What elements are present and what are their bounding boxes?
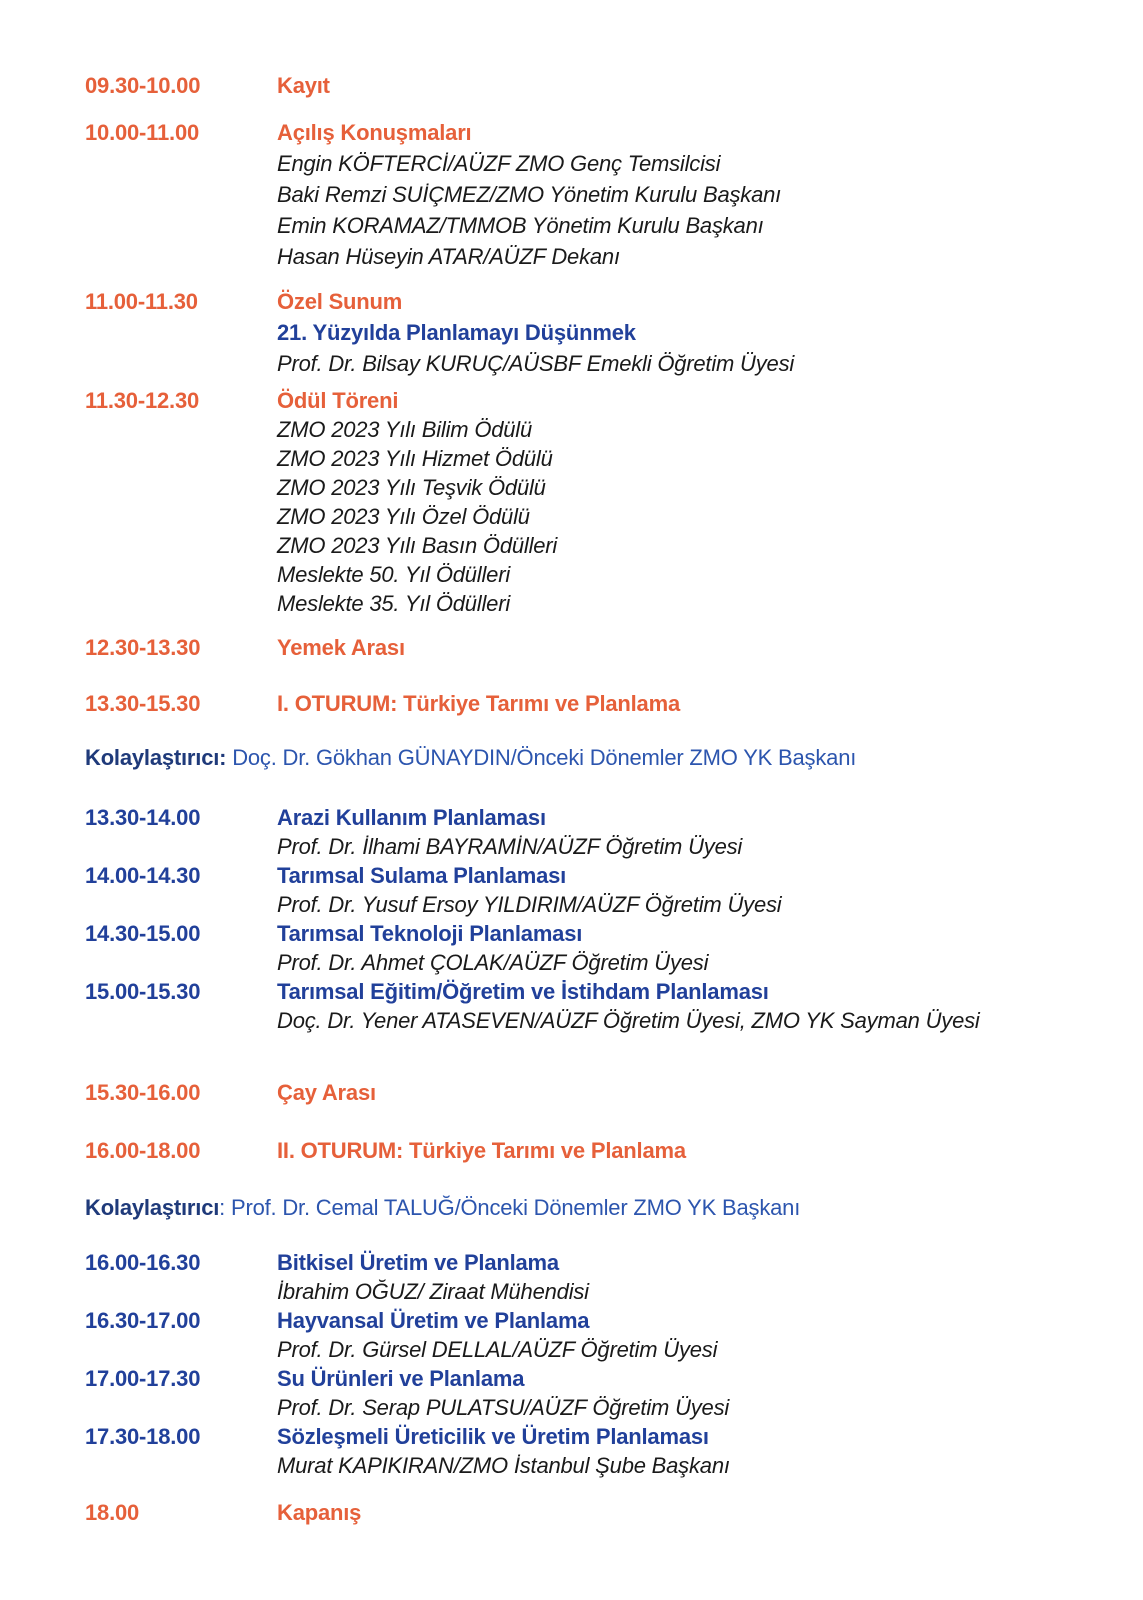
empty-time-cell <box>85 832 277 861</box>
speaker-line: Engin KÖFTERCİ/AÜZF ZMO Genç Temsilcisi <box>277 151 721 176</box>
session-title: Su Ürünleri ve Planlama <box>277 1366 525 1391</box>
session-title: Hayvansal Üretim ve Planlama <box>277 1308 590 1333</box>
session-time: 16.00-16.30 <box>85 1250 201 1275</box>
session-speaker: İbrahim OĞUZ/ Ziraat Mühendisi <box>277 1279 589 1304</box>
award-item: ZMO 2023 Yılı Özel Ödülü <box>277 504 530 529</box>
schedule-row-yemek <box>85 632 1103 663</box>
schedule-row-oturum1 <box>85 688 1103 719</box>
empty-time-cell <box>85 890 277 919</box>
facilitator-label: Kolaylaştırıcı <box>85 1195 220 1220</box>
session-row <box>85 1306 1103 1335</box>
session-speaker-row <box>85 890 1103 919</box>
time-cell: 15.30-16.00 <box>85 1080 201 1105</box>
schedule-row-kapanis <box>85 1497 1103 1528</box>
session-speaker: Prof. Dr. Serap PULATSU/AÜZF Öğretim Üyesi <box>277 1395 730 1420</box>
session-row <box>85 1422 1103 1451</box>
speaker-list-acilis <box>85 148 1103 272</box>
time-cell: 16.00-18.00 <box>85 1138 201 1163</box>
session-speaker-row <box>85 1277 1103 1306</box>
facilitator-line-1 <box>85 742 1103 773</box>
award-item: Meslekte 35. Yıl Ödülleri <box>277 591 511 616</box>
session-time: 16.30-17.00 <box>85 1308 201 1333</box>
empty-time-cell <box>85 1451 277 1480</box>
event-title: Yemek Arası <box>277 635 405 660</box>
session-time: 14.30-15.00 <box>85 921 201 946</box>
session-time: 13.30-14.00 <box>85 805 201 830</box>
facilitator-name: : Prof. Dr. Cemal TALUĞ/Önceki Dönemler ZMO YK Başkanı <box>219 1195 801 1220</box>
event-title: Kapanış <box>277 1500 362 1525</box>
speaker-line: Hasan Hüseyin ATAR/AÜZF Dekanı <box>277 244 620 269</box>
facilitator-name: Doç. Dr. Gökhan GÜNAYDIN/Önceki Dönemler ZMO YK Başkanı <box>226 745 857 770</box>
award-list <box>85 415 1103 618</box>
session-title: Arazi Kullanım Planlaması <box>277 805 546 830</box>
session-time: 17.00-17.30 <box>85 1366 201 1391</box>
session-speaker: Prof. Dr. Gürsel DELLAL/AÜZF Öğretim Üyesi <box>277 1337 718 1362</box>
session-speaker: Murat KAPIKIRAN/ZMO İstanbul Şube Başkanı <box>277 1453 730 1478</box>
time-cell: 12.30-13.30 <box>85 635 201 660</box>
facilitator-label: Kolaylaştırıcı: <box>85 745 227 770</box>
session-speaker-row <box>85 1393 1103 1422</box>
event-title: Ödül Töreni <box>277 388 399 413</box>
time-cell: 09.30-10.00 <box>85 73 201 98</box>
award-item: ZMO 2023 Yılı Basın Ödülleri <box>277 533 558 558</box>
ozel-sunum-details <box>85 317 1103 379</box>
schedule-row-cay <box>85 1077 1103 1108</box>
presentation-title: 21. Yüzyılda Planlamayı Düşünmek <box>277 320 636 345</box>
speaker-line: Emin KORAMAZ/TMMOB Yönetim Kurulu Başkanı <box>277 213 764 238</box>
session-title: Tarımsal Eğitim/Öğretim ve İstihdam Planlaması <box>277 979 769 1004</box>
session-speaker-row <box>85 1451 1103 1480</box>
event-title: Kayıt <box>277 73 330 98</box>
award-item: ZMO 2023 Yılı Teşvik Ödülü <box>277 475 546 500</box>
session-speaker: Prof. Dr. Ahmet ÇOLAK/AÜZF Öğretim Üyesi <box>277 950 709 975</box>
session-speaker-row <box>85 832 1103 861</box>
speaker-line: Baki Remzi SUİÇMEZ/ZMO Yönetim Kurulu Başkanı <box>277 182 782 207</box>
schedule-row-kayit <box>85 70 1103 101</box>
session-title: Sözleşmeli Üreticilik ve Üretim Planlaması <box>277 1424 709 1449</box>
empty-time-cell <box>85 1335 277 1364</box>
empty-time-cell <box>85 948 277 977</box>
session-time: 17.30-18.00 <box>85 1424 201 1449</box>
session-list-2 <box>85 1248 1103 1480</box>
schedule-row-ozel-sunum <box>85 286 1103 317</box>
session-speaker-row <box>85 1006 1103 1035</box>
session-row <box>85 919 1103 948</box>
session-speaker: Doç. Dr. Yener ATASEVEN/AÜZF Öğretim Üyesi, ZMO YK Sayman Üyesi <box>277 1008 980 1033</box>
session-block-title: I. OTURUM: Türkiye Tarımı ve Planlama <box>277 691 680 716</box>
time-cell: 11.30-12.30 <box>85 388 200 413</box>
time-cell: 10.00-11.00 <box>85 120 200 145</box>
session-time: 14.00-14.30 <box>85 863 201 888</box>
session-row <box>85 1364 1103 1393</box>
schedule-row-oturum2 <box>85 1135 1103 1166</box>
award-item: ZMO 2023 Yılı Bilim Ödülü <box>277 417 533 442</box>
time-cell: 13.30-15.30 <box>85 691 201 716</box>
event-title: Özel Sunum <box>277 289 403 314</box>
session-speaker: Prof. Dr. İlhami BAYRAMİN/AÜZF Öğretim Üyesi <box>277 834 743 859</box>
session-row <box>85 1248 1103 1277</box>
time-cell: 18.00 <box>85 1500 140 1525</box>
session-row <box>85 861 1103 890</box>
award-item: Meslekte 50. Yıl Ödülleri <box>277 562 511 587</box>
empty-time-cell <box>85 1393 277 1422</box>
event-title: Açılış Konuşmaları <box>277 120 472 145</box>
schedule-row-odul-toreni <box>85 386 1103 415</box>
empty-time-cell <box>85 1277 277 1306</box>
session-speaker: Prof. Dr. Yusuf Ersoy YILDIRIM/AÜZF Öğretim Üyesi <box>277 892 782 917</box>
schedule-row-acilis <box>85 117 1103 148</box>
facilitator-line-2 <box>85 1192 1103 1223</box>
session-title: Tarımsal Teknoloji Planlaması <box>277 921 583 946</box>
session-speaker-row <box>85 948 1103 977</box>
event-title: Çay Arası <box>277 1080 376 1105</box>
session-row <box>85 803 1103 832</box>
session-block-title: II. OTURUM: Türkiye Tarımı ve Planlama <box>277 1138 686 1163</box>
session-row <box>85 977 1103 1006</box>
speaker-line: Prof. Dr. Bilsay KURUÇ/AÜSBF Emekli Öğretim Üyesi <box>277 351 795 376</box>
time-cell: 11.00-11.30 <box>85 289 198 314</box>
session-title: Tarımsal Sulama Planlaması <box>277 863 567 888</box>
session-title: Bitkisel Üretim ve Planlama <box>277 1250 559 1275</box>
session-list-1 <box>85 803 1103 1035</box>
award-item: ZMO 2023 Yılı Hizmet Ödülü <box>277 446 553 471</box>
session-speaker-row <box>85 1335 1103 1364</box>
session-time: 15.00-15.30 <box>85 979 201 1004</box>
empty-time-cell <box>85 1006 277 1035</box>
